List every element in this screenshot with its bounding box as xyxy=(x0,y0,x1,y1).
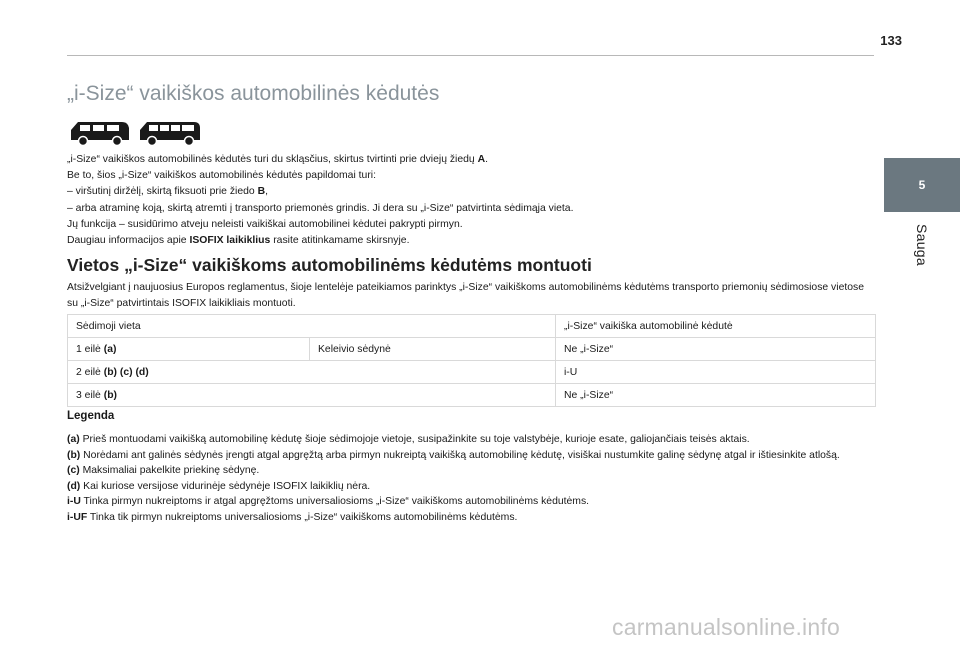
table-cell: i-U xyxy=(556,361,876,384)
table-header-cell: Sėdimoji vieta xyxy=(68,315,556,338)
table-row xyxy=(68,338,876,361)
watermark: carmanualsonline.info xyxy=(612,614,840,640)
table-cell: 3 eilė (b) xyxy=(68,384,556,407)
intro-line: Daugiau informacijos apie ISOFIX laikiklius rasite atitinkamame skirsnyje. xyxy=(67,235,410,247)
legend-item: (a) Prieš montuodami vaikišką automobilinę kėdutę šioje sėdimojoje vietoje, susipažinkite su toje valstybėje, kurioje esate, galiojančiais teisės aktais. xyxy=(67,434,750,445)
section-description: Atsižvelgiant į naujuosius Europos reglamentus, šioje lentelėje pateikiamos parinktys „i-Size“ vaikiškoms automobilinėms kėdutėms transporto priemonių sėdimosiose vietose su „i-Size“ patvirtintais ISOFIX laikikliais montuoti. xyxy=(67,282,864,309)
legend-item: (d) Kai kuriose versijose vidurinėje sėdynėje ISOFIX laikiklių nėra. xyxy=(67,480,371,492)
table-cell: 2 eilė (b) (c) (d) xyxy=(68,361,556,384)
intro-text xyxy=(67,152,867,249)
intro-line: Jų funkcija – susidūrimo atveju neleisti vaikiškai automobilinei kėdutei pakrypti pirmyn. xyxy=(67,218,463,230)
chapter-label xyxy=(884,215,960,275)
page-title: „i-Size“ vaikiškos automobilinės kėdutės xyxy=(67,82,440,105)
chapter-number: 5 xyxy=(918,178,926,192)
page-number: 133 xyxy=(880,33,902,48)
table-header-row xyxy=(68,315,876,338)
intro-line: „i-Size“ vaikiškos automobilinės kėdutės turi du skląsčius, skirtus tvirtinti prie dviejų žiedų A. xyxy=(67,154,488,165)
seat-table xyxy=(67,314,876,407)
table-cell: 1 eilė (a) xyxy=(68,338,310,361)
table-cell: Ne „i-Size“ xyxy=(556,338,876,361)
table-header-cell: „i-Size“ vaikiška automobilinė kėdutė xyxy=(556,315,876,338)
legend-item: (c) Maksimaliai pakelkite priekinę sėdynę. xyxy=(67,465,260,477)
table-row xyxy=(68,384,876,407)
car-van-long-icon xyxy=(138,117,202,147)
legend-title: Legenda xyxy=(67,410,115,422)
intro-line: Be to, šios „i-Size“ vaikiškos automobilinės kėdutės papildomai turi: xyxy=(67,170,376,182)
chapter-tab[interactable] xyxy=(884,158,960,212)
intro-line: – viršutinį diržėlį, skirtą fiksuoti prie žiedo B, xyxy=(67,186,268,198)
table-cell: Keleivio sėdynė xyxy=(310,338,556,361)
table-cell: Ne „i-Size“ xyxy=(556,384,876,407)
legend-item: (b) Norėdami ant galinės sėdynės įrengti atgal apgręžtą arba pirmyn nukreiptą vaikišką automobilinę kėdutę, visiškai nustumkite galinę sėdynę atgal ir ištiesinkite atlošą. xyxy=(67,449,840,461)
legend-item: i-UF Tinka tik pirmyn nukreiptoms universaliosioms „i-Size“ vaikiškoms automobilinėms kėdutėms. xyxy=(67,511,518,523)
vehicle-icons xyxy=(68,117,202,147)
intro-line: – arba atraminę koją, skirtą atremti į transporto priemonės grindis. Ji dera su „i-Size“ patvirtinta sėdimąja vieta. xyxy=(67,202,574,214)
car-van-icon xyxy=(68,117,132,147)
chapter-name: Sauga xyxy=(914,224,930,266)
section-title: Vietos „i-Size“ vaikiškoms automobilinėms kėdutėms montuoti xyxy=(67,255,592,275)
legend-item: i-U Tinka pirmyn nukreiptoms ir atgal apgręžtoms universaliosioms „i-Size“ vaikiškoms automobilinėms kėdutėms. xyxy=(67,496,590,508)
legend-list xyxy=(67,432,877,526)
top-divider xyxy=(67,55,874,56)
table-row xyxy=(68,361,876,384)
